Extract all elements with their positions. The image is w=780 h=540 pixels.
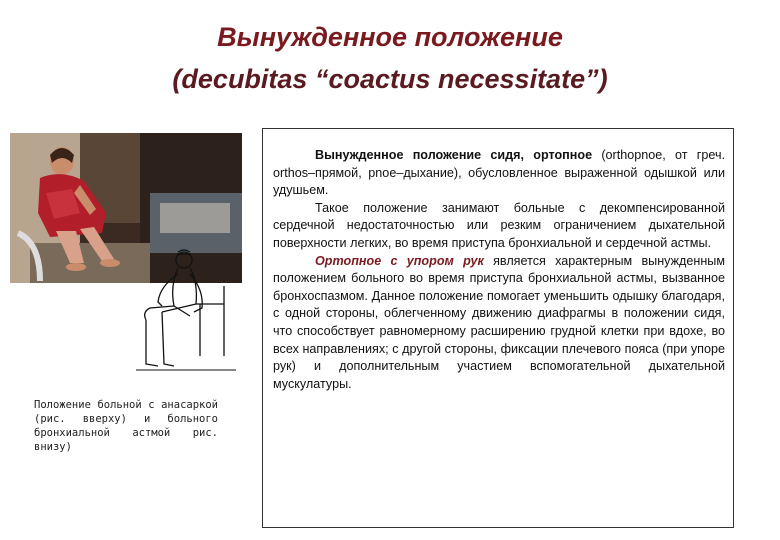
description-box	[262, 128, 734, 528]
orthopnoe-term: Вынужденное положение сидя, ортопное	[315, 148, 593, 162]
orthopnoe-definition: (orthopnoe, от греч. orthos–прямой, pnoe–дыхание), обусловленное выраженной одышкой или удушьем.	[273, 148, 726, 198]
arm-support-description: является характерным вынужденным положением больного во время приступа бронхиальной астмы, вызванное бронхоспазмом. Данное положение помогает уменьшить одышку благодаря, с одной стороны, облегченному движению диафрагмы в положении сидя, что способствует равномерному расширению грудной клетки при вдохе, во всех направлениях; с другой стороны, фиксации плечевого пояса (при упоре рук) и дополнительным участием вспомогательной дыхательной мускулатуры.	[273, 253, 725, 391]
slide-title: Вынужденное положение	[217, 22, 563, 52]
arm-support-term: Ортопное с упором рук	[315, 253, 484, 268]
paragraph-orthopnoe	[273, 147, 725, 200]
paragraph-arm-support	[273, 253, 725, 394]
slide-subtitle: (decubitas “coactus necessitate”)	[172, 64, 608, 94]
caption-text: Положение больной с анасаркой (рис. вверху) и больного бронхиальной астмой рис. внизу)	[34, 399, 218, 453]
asthma-patient-sketch	[132, 246, 242, 380]
paragraph-patients: Такое положение занимают больные с декомпенсированной сердечной недостаточностью или резким ограничением дыхательной поверхности легких, во время приступа бронхиальной и сердечной астмы.	[273, 200, 725, 250]
figure-caption	[34, 398, 218, 454]
